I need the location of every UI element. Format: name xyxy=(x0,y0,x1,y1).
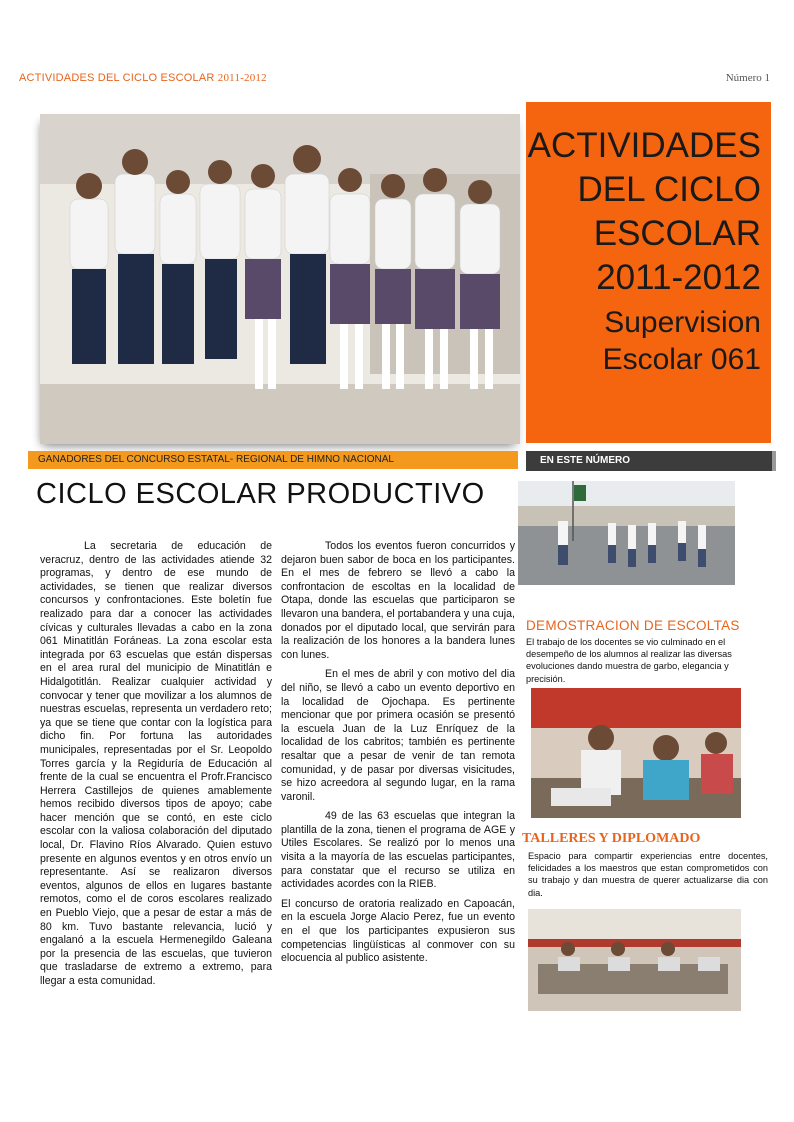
article-column-1 xyxy=(40,540,272,995)
escoltas-heading: DEMOSTRACION DE ESCOLTAS xyxy=(526,618,740,633)
col1-paragraph-1: La secretaria de educación de veracruz, dentro de las actividades atiende 32 programas, y dentro de ese mundo de actividades, se tienen que realizar diversos concursos y confrontaciones. Este boletín fue realizado para dar a conocer las actividades cívicas y culturales llevadas a cabo en la zona 061 Minatitlán Foráneas. La zona escolar esta integrada por 63 escuelas que están dispersas en el area rural del municipio de Minatitlán e Hidalgotitlán. Realizar cualquier actividad y convocar y tener que movilizar a los alumnos de nuestras escuelas, representa un verdadero reto; ya que se tiene que contar con la logística para dicho fin. Por fortuna las autoridades municipales, representadas por el Sr. Leopoldo Torres garcía y la Regiduría de Educación al frente de la cual se encuentra el Profr.Francisco Herrera Castillejos de quienes amablemente hemos recibido diversos tipos de apoyo; cabe hacer mención que se contó, en este ciclo escolar con la valiosa colaboración del diputado local, Dr. Flavino Ríos Alvarado. Quien estuvo presente en algunos eventos y en otros envío un representante. Así se realizaron diversos eventos, algunos de ellos en lugares bastante remotos, como el de coros escolares realizado en Pueblo Viejo, que a pesar de estar a más de 80 km. Tuvo bastante relevancia, lució y engalanó a la escuela Hermenegildo Galeana por la presencia de las escuelas, que tuvieron que trasladarse de extremo a extremo, para llegar a esta comunidad. xyxy=(40,540,272,987)
title-sub xyxy=(603,304,761,378)
talleres-heading: TALLERES Y DIPLOMADO xyxy=(522,831,701,846)
title-line-2: DEL CICLO xyxy=(577,170,761,209)
running-header xyxy=(19,72,267,84)
running-header-text: ACTIVIDADES DEL CICLO ESCOLAR xyxy=(19,72,215,84)
title-line-1: ACTIVIDADES xyxy=(527,126,761,165)
col2-paragraph-4: El concurso de oratoria realizado en Capoacán, en la escuela Jorge Alacio Perez, fue un evento en el que los participantes expusieron sus competencias lingüísticas al conmover con su elocuencia al publico asistente. xyxy=(281,897,515,965)
in-this-issue-label: EN ESTE NÚMERO xyxy=(540,455,631,466)
col2-paragraph-1: Todos los eventos fueron concurridos y dejaron buen sabor de boca en los participantes. En el mes de febrero se llevó a cabo la confrontacion de escoltas en la localidad de Otapa, donde las escuelas que participaron se llevaron una bandera, el portabandera y una cuja, donados por el diputado local, que servirán para la realización de los honores a la bandera lunes con lunes. xyxy=(281,540,515,661)
title-line-3: ESCOLAR xyxy=(593,214,761,253)
escoltas-text: El trabajo de los docentes se vio culminado en el desempeño de los alumnos al realizar las diversas evoluciones dando muestra de garbo, elegancia y precisión. xyxy=(526,637,732,684)
article-headline: CICLO ESCOLAR PRODUCTIVO xyxy=(36,478,485,510)
talleres-photo xyxy=(531,688,741,818)
title-line-6: Escolar 061 xyxy=(602,343,761,376)
title-line-4: 2011-2012 xyxy=(596,258,761,297)
title-main xyxy=(528,124,761,300)
group-photo xyxy=(40,114,520,444)
photo-caption: GANADORES DEL CONCURSO ESTATAL- REGIONAL DE HIMNO NACIONAL xyxy=(38,454,394,465)
col2-paragraph-3: 49 de las 63 escuelas que integran la plantilla de la zona, tienen el programa de AGE y Utiles Escolares. Se realizó por lo menos una visita a la mayoría de las escuelas participantes, para constatar que el recurso se utiliza en actividades acordes con la RIEB. xyxy=(281,810,515,891)
photo-caption-bar xyxy=(28,451,518,469)
col2-paragraph-2: En el mes de abril y con motivo del dia del niño, se llevó a cabo un evento deportivo en la localidad de Ojochapa. Es pertinente mencionar que por primera ocasión se presentó la escuela Juan de la Luz Enríquez de la localidad de los cabritos; también es pertinente resaltar que a pesar de venir de tan remota comunidad, y de pasar por diversas visicitudes, se hizo acreedora al segundo lugar, en la rama varonil. xyxy=(281,668,515,803)
title-line-5: Supervision xyxy=(604,306,761,339)
escoltas-photo xyxy=(518,481,735,585)
diplomado-photo xyxy=(528,909,741,1011)
title-box xyxy=(526,102,771,443)
talleres-text: Espacio para compartir experiencias entre docentes, felicidades a los maestros que estan comprometidos con su trabajo y dan muestra de querer actualizarse dia con dia. xyxy=(528,851,768,898)
running-header-year: 2011-2012 xyxy=(217,72,267,84)
article-column-2 xyxy=(281,540,515,972)
issue-number: Número 1 xyxy=(725,72,770,84)
in-this-issue-bar xyxy=(526,451,776,471)
